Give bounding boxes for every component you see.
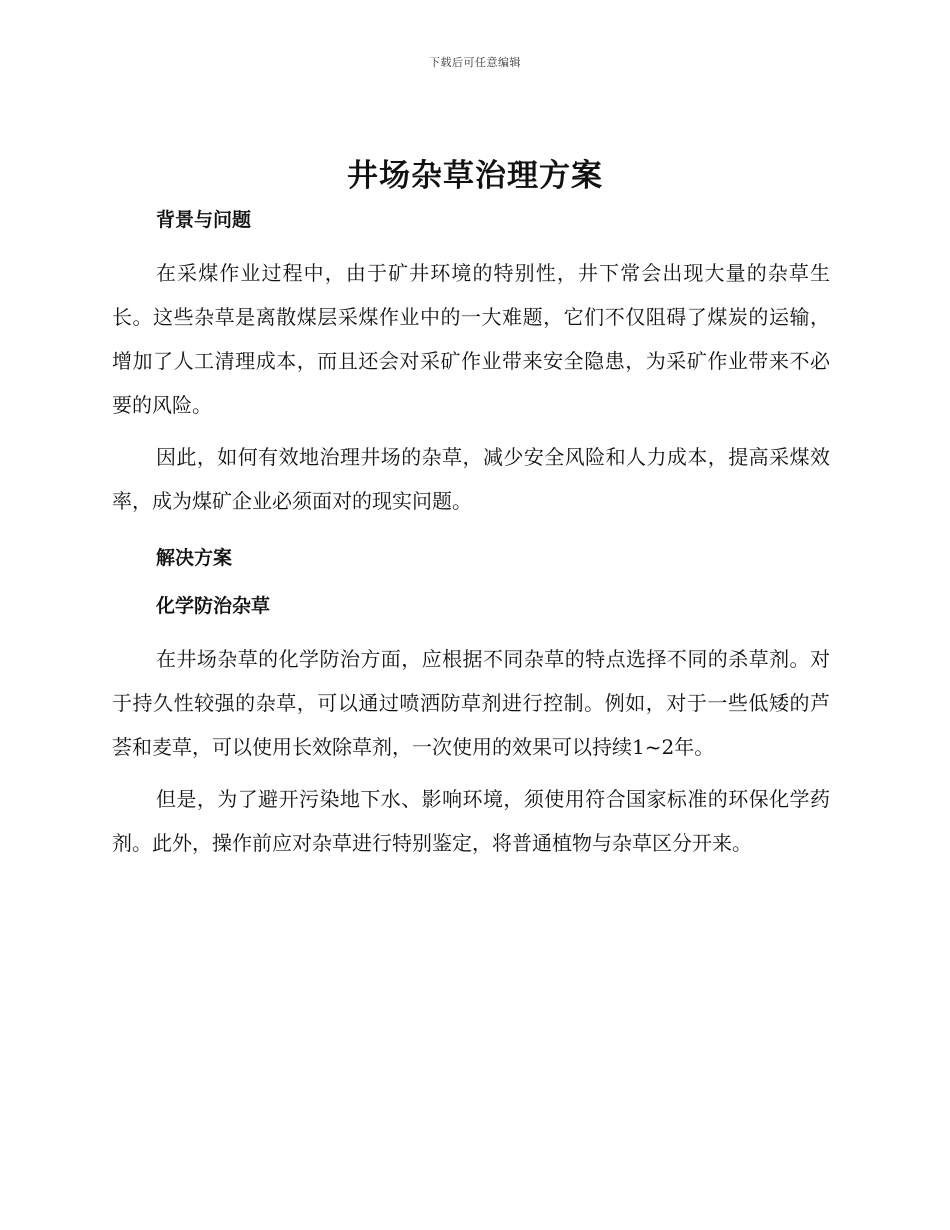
paragraph-background-2: 因此，如何有效地治理井场的杂草，减少安全风险和人力成本，提高采煤效率，成为煤矿企业必须面对的现实问题。 (112, 445, 830, 513)
subsection-heading-chemical: 化学防治杂草 (156, 595, 271, 617)
paragraph-chemical-1: 在井场杂草的化学防治方面，应根据不同杂草的特点选择不同的杀草剂。对于持久性较强的杂草，可以通过喷洒防草剂进行控制。例如，对于一些低矮的芦荟和麦草，可以使用长效除草剂，一次使用的效果可以持续1~2年。 (112, 647, 830, 759)
document-body (112, 203, 830, 865)
section-heading-solution: 解决方案 (156, 547, 233, 569)
page-header-note: 下载后可任意编辑 (429, 56, 521, 69)
paragraph-chemical-2: 但是，为了避开污染地下水、影响环境，须使用符合国家标准的环保化学药剂。此外，操作前应对杂草进行特别鉴定，将普通植物与杂草区分开来。 (112, 787, 830, 855)
document-title: 井场杂草治理方案 (347, 158, 603, 194)
section-heading-background: 背景与问题 (156, 209, 252, 231)
paragraph-background-1: 在采煤作业过程中，由于矿井环境的特别性，井下常会出现大量的杂草生长。这些杂草是离散煤层采煤作业中的一大难题，它们不仅阻碍了煤炭的运输，增加了人工清理成本，而且还会对采矿作业带来安全隐患，为采矿作业带来不必要的风险。 (112, 261, 830, 417)
